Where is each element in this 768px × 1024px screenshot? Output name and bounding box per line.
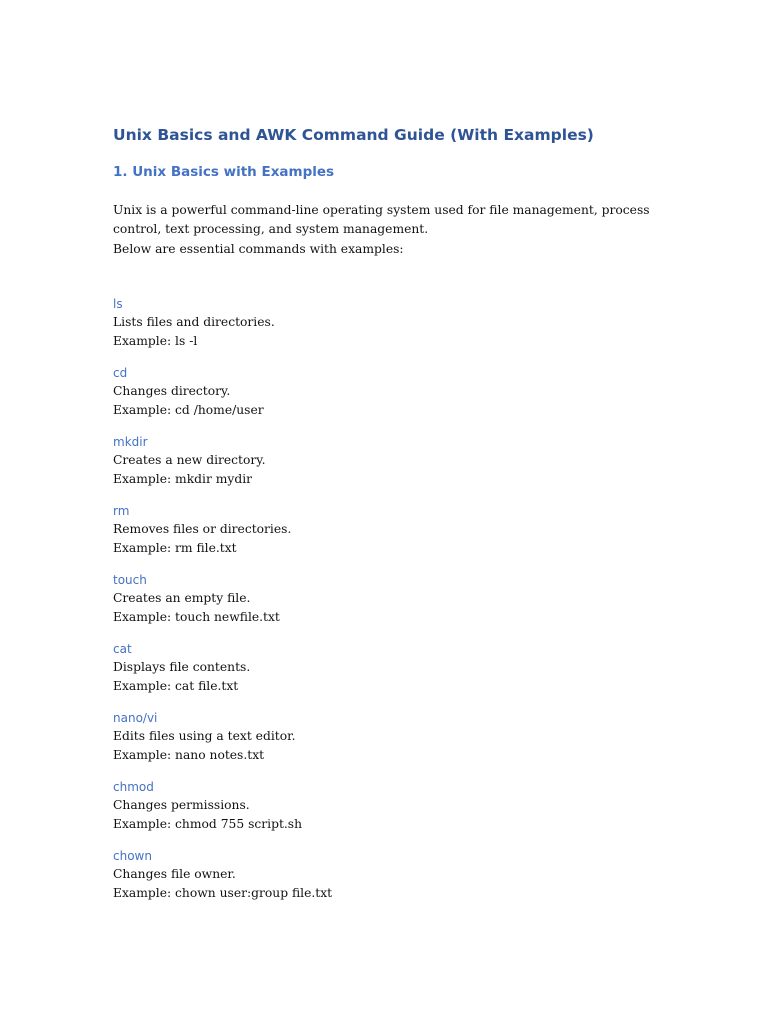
command-example: Example: cd /home/user bbox=[113, 403, 264, 418]
command-name: rm bbox=[113, 503, 130, 518]
command-entry-cd bbox=[113, 364, 673, 421]
command-name: cd bbox=[113, 365, 128, 380]
command-description: Creates a new directory. bbox=[113, 452, 266, 467]
command-description: Changes file owner. bbox=[113, 866, 236, 881]
document-page bbox=[113, 124, 673, 916]
command-description: Displays file contents. bbox=[113, 659, 251, 674]
intro-paragraph bbox=[113, 201, 673, 259]
command-description: Changes permissions. bbox=[113, 797, 250, 812]
command-example: Example: ls -l bbox=[113, 334, 198, 349]
command-name: touch bbox=[113, 572, 147, 587]
command-description: Removes files or directories. bbox=[113, 521, 292, 536]
command-description: Creates an empty file. bbox=[113, 590, 251, 605]
command-entry-touch bbox=[113, 571, 673, 628]
command-list bbox=[113, 295, 673, 904]
command-example: Example: nano notes.txt bbox=[113, 748, 265, 763]
command-example: Example: mkdir mydir bbox=[113, 472, 253, 487]
command-description: Changes directory. bbox=[113, 383, 231, 398]
intro-line: Below are essential commands with examples: bbox=[113, 241, 404, 256]
command-entry-mkdir bbox=[113, 433, 673, 490]
intro-line: Unix is a powerful command-line operating system used for file management, process control, text processing, and system management. bbox=[113, 203, 650, 237]
command-example: Example: touch newfile.txt bbox=[113, 610, 280, 625]
command-example: Example: cat file.txt bbox=[113, 679, 239, 694]
command-example: Example: chown user:group file.txt bbox=[113, 886, 333, 901]
command-entry-ls bbox=[113, 295, 673, 352]
command-entry-chown bbox=[113, 847, 673, 904]
document-title: Unix Basics and AWK Command Guide (With Examples) bbox=[113, 126, 594, 144]
command-example: Example: rm file.txt bbox=[113, 541, 237, 556]
command-example: Example: chmod 755 script.sh bbox=[113, 817, 303, 832]
section-heading: 1. Unix Basics with Examples bbox=[113, 164, 335, 180]
command-name: mkdir bbox=[113, 434, 148, 449]
command-description: Edits files using a text editor. bbox=[113, 728, 296, 743]
command-description: Lists files and directories. bbox=[113, 314, 275, 329]
command-name: chmod bbox=[113, 779, 154, 794]
command-name: cat bbox=[113, 641, 132, 656]
command-name: chown bbox=[113, 848, 152, 863]
command-entry-chmod bbox=[113, 778, 673, 835]
command-entry-cat bbox=[113, 640, 673, 697]
command-name: ls bbox=[113, 296, 123, 311]
command-entry-rm bbox=[113, 502, 673, 559]
command-entry-nano-vi bbox=[113, 709, 673, 766]
command-name: nano/vi bbox=[113, 710, 158, 725]
